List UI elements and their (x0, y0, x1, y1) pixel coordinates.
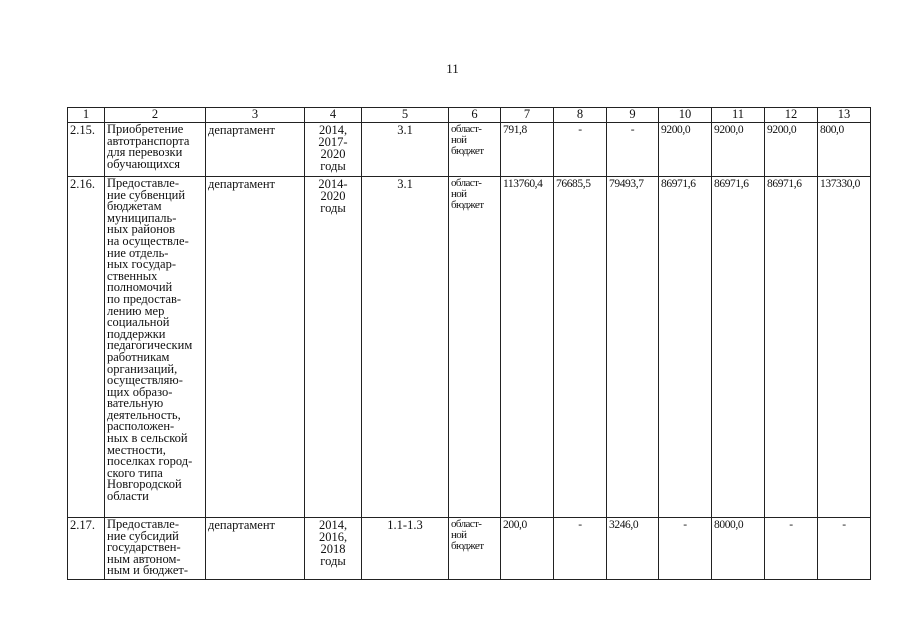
value-cell: - (659, 518, 712, 580)
value-cell: 86971,6 (659, 177, 712, 518)
text-line: ной (451, 134, 467, 146)
text-line: 2016, (318, 530, 348, 544)
executor: департамент (206, 123, 305, 177)
value-cell: 79493,7 (607, 177, 659, 518)
text-line: 2020 (320, 189, 346, 203)
table-header-row (68, 108, 871, 123)
text-line: област- (451, 177, 482, 189)
text-line: 2014, (318, 123, 348, 137)
budget-table (67, 107, 871, 580)
header-cell: 3 (206, 108, 305, 123)
value-cell: 9200,0 (765, 123, 818, 177)
text-line: по предостав- (107, 291, 182, 306)
text-line: Новгородской (107, 477, 182, 492)
text-line: обучающихся (107, 156, 181, 171)
activity-name (105, 177, 206, 518)
text-line: ной (451, 529, 467, 541)
text-line: вательную (107, 396, 164, 411)
text-line: ского типа (107, 465, 163, 480)
header-cell: 2 (105, 108, 206, 123)
text-line: 2014, (318, 518, 348, 532)
header-cell: 9 (607, 108, 659, 123)
value-cell: 791,8 (501, 123, 554, 177)
period (305, 518, 362, 580)
funding-source (449, 518, 501, 580)
period (305, 177, 362, 518)
text-line: организаций, (107, 361, 178, 376)
text-line: щих образо- (107, 384, 173, 399)
table-row (68, 518, 871, 580)
period (305, 123, 362, 177)
indicator-ref: 1.1-1.3 (362, 518, 449, 580)
text-line: ных государ- (107, 257, 177, 272)
value-cell: - (554, 123, 607, 177)
text-line: поддержки (107, 326, 166, 341)
header-cell: 4 (305, 108, 362, 123)
text-line: Приобретение (107, 122, 184, 136)
page-number: 11 (446, 61, 459, 76)
value-cell: - (607, 123, 659, 177)
text-line: Предоставле- (107, 517, 179, 531)
text-line: годы (320, 554, 346, 568)
text-line: социальной (107, 315, 170, 330)
header-cell: 12 (765, 108, 818, 123)
value-cell: 200,0 (501, 518, 554, 580)
text-line: расположен- (107, 419, 175, 434)
row-number: 2.17. (68, 518, 105, 580)
text-line: бюджет (451, 199, 484, 211)
value-cell: 9200,0 (659, 123, 712, 177)
value-cell: 3246,0 (607, 518, 659, 580)
header-cell: 13 (818, 108, 871, 123)
text-line: на осуществле- (107, 233, 189, 248)
activity-name (105, 518, 206, 580)
text-line: для перевозки (107, 145, 183, 160)
text-line: бюджет (451, 540, 484, 552)
header-cell: 8 (554, 108, 607, 123)
text-line: работникам (107, 349, 170, 364)
header-cell: 5 (362, 108, 449, 123)
text-line: поселках город- (107, 454, 193, 469)
text-line: ным и бюджет- (107, 563, 189, 578)
text-line: муниципаль- (107, 210, 177, 225)
text-line: ние субвенций (107, 187, 186, 202)
text-line: педагогическим (107, 338, 193, 353)
executor: департамент (206, 177, 305, 518)
text-line: ственных (107, 268, 158, 283)
value-cell: 9200,0 (712, 123, 765, 177)
header-cell: 10 (659, 108, 712, 123)
text-line: 2020 (320, 147, 346, 161)
text-line: автотранспорта (107, 133, 190, 148)
header-cell: 6 (449, 108, 501, 123)
table-row (68, 177, 871, 518)
indicator-ref: 3.1 (362, 177, 449, 518)
value-cell: 86971,6 (712, 177, 765, 518)
value-cell: 800,0 (818, 123, 871, 177)
text-line: области (107, 489, 149, 504)
text-line: ной (451, 188, 467, 200)
value-cell: - (818, 518, 871, 580)
text-line: полномочий (107, 280, 173, 295)
table-row (68, 123, 871, 177)
value-cell: 137330,0 (818, 177, 871, 518)
text-line: област- (451, 518, 482, 530)
row-number: 2.15. (68, 123, 105, 177)
value-cell: 76685,5 (554, 177, 607, 518)
text-line: Предоставле- (107, 176, 179, 190)
text-line: годы (320, 201, 346, 215)
text-line: ных районов (107, 222, 176, 237)
funding-source (449, 123, 501, 177)
text-line: бюджетам (107, 199, 162, 214)
value-cell: - (765, 518, 818, 580)
text-line: деятельность, (107, 407, 181, 422)
text-line: ных в сельской (107, 431, 188, 446)
executor: департамент (206, 518, 305, 580)
text-line: ние субсидий (107, 528, 179, 543)
value-cell: 113760,4 (501, 177, 554, 518)
text-line: местности, (107, 442, 166, 457)
value-cell: 8000,0 (712, 518, 765, 580)
header-cell: 7 (501, 108, 554, 123)
value-cell: 86971,6 (765, 177, 818, 518)
text-line: годы (320, 159, 346, 173)
text-line: ние отдель- (107, 245, 169, 260)
text-line: государствен- (107, 540, 181, 555)
text-line: осуществляю- (107, 373, 183, 388)
row-number: 2.16. (68, 177, 105, 518)
value-cell: - (554, 518, 607, 580)
funding-source (449, 177, 501, 518)
text-line: 2014- (318, 177, 348, 191)
text-line: ным автоном- (107, 551, 181, 566)
indicator-ref: 3.1 (362, 123, 449, 177)
activity-name (105, 123, 206, 177)
text-line: област- (451, 123, 482, 135)
text-line: 2018 (320, 542, 346, 556)
header-cell: 1 (68, 108, 105, 123)
text-line: 2017- (318, 135, 348, 149)
text-line: бюджет (451, 145, 484, 157)
header-cell: 11 (712, 108, 765, 123)
text-line: лению мер (107, 303, 165, 318)
